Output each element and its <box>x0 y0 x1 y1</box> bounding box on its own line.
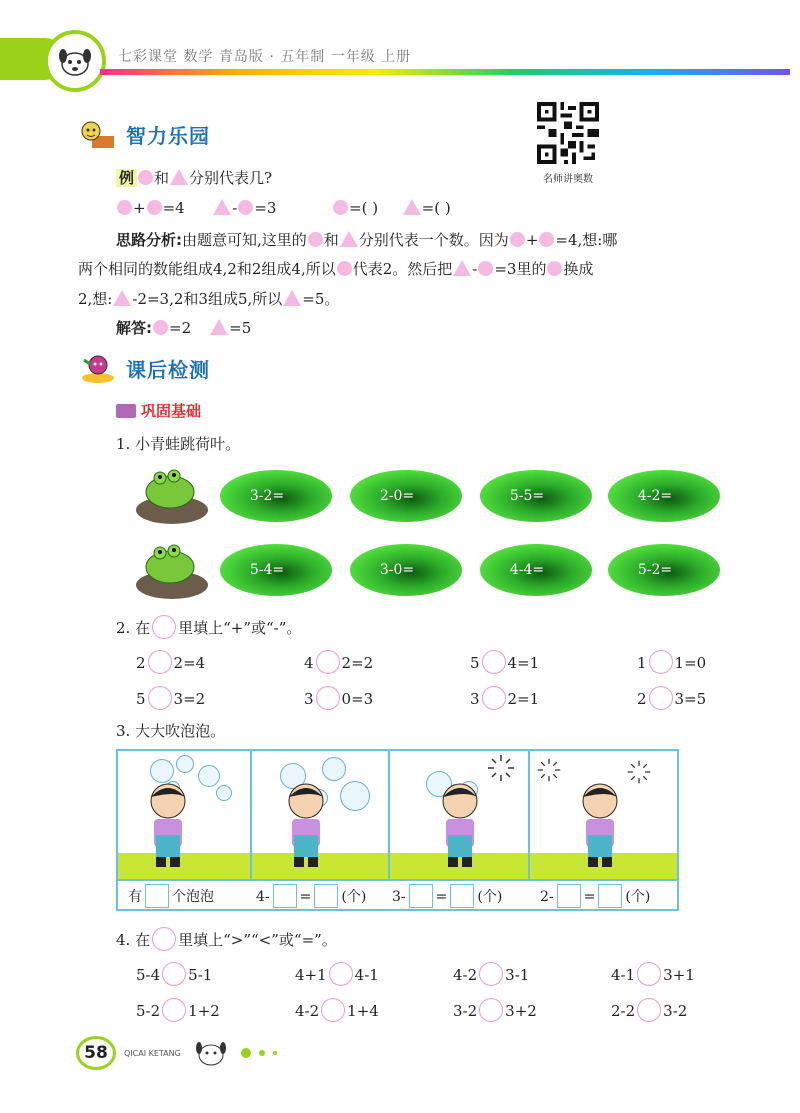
section-zhili <box>78 118 210 150</box>
operand: 4=1 <box>507 654 540 672</box>
text: = <box>435 889 448 905</box>
pad-equation: 5-5= <box>509 488 545 504</box>
operand: 5-1 <box>188 966 213 984</box>
operand: 3-2 <box>453 1002 478 1020</box>
text: = <box>583 889 596 905</box>
answer-circle[interactable] <box>649 650 673 674</box>
operand: 1+4 <box>347 1002 379 1020</box>
operand: 3=2 <box>173 690 206 708</box>
q3-title: 3. 大大吹泡泡。 <box>116 722 226 740</box>
answer-circle[interactable] <box>316 686 340 710</box>
section-kehou <box>78 352 210 384</box>
frog-icon <box>134 462 210 526</box>
answer-circle[interactable] <box>162 998 186 1022</box>
footer-brand: QICAI KETANG <box>124 1048 181 1058</box>
cell-3 <box>390 884 530 908</box>
q4-title <box>116 927 337 951</box>
pad-equation: 3-0= <box>379 562 415 578</box>
q2-item <box>470 650 539 674</box>
operand: 3+2 <box>505 1002 537 1020</box>
q2-item <box>136 650 205 674</box>
op: - <box>232 199 238 217</box>
analysis-line-1 <box>116 230 617 250</box>
page-header <box>0 38 800 82</box>
bubble-panel-3 <box>390 751 530 879</box>
triangle-shape <box>210 319 228 335</box>
answer-blank: =( ) <box>349 199 379 217</box>
text: (个) <box>625 889 651 905</box>
lily-pad[interactable] <box>480 544 592 596</box>
operand: 2 <box>637 690 647 708</box>
operand: 4-1 <box>611 966 636 984</box>
circle-shape <box>333 200 348 215</box>
section-title: 智力乐园 <box>126 123 210 148</box>
circle-shape <box>308 232 323 247</box>
dot-icon <box>241 1048 251 1058</box>
q4-item <box>453 998 537 1022</box>
operand: 1 <box>637 654 647 672</box>
triangle-shape <box>170 169 188 185</box>
section-title: 课后检测 <box>126 357 210 382</box>
answer-blank: =( ) <box>421 199 451 217</box>
answer-box[interactable] <box>557 884 581 908</box>
cell-4 <box>530 884 677 908</box>
text: 换成 <box>563 260 594 278</box>
text: =5 <box>229 319 252 337</box>
text: =2 <box>169 319 192 337</box>
text: 和 <box>323 231 339 249</box>
triangle-shape <box>113 290 131 306</box>
text: = <box>299 889 312 905</box>
boy-icon <box>276 779 336 871</box>
bubble-panel-1 <box>118 751 252 879</box>
text: =4,想:哪 <box>555 231 618 249</box>
answer-circle[interactable] <box>637 998 661 1022</box>
circle-shape <box>478 261 493 276</box>
operand: 4-2 <box>453 966 478 984</box>
text: (个) <box>477 889 503 905</box>
q4-item <box>611 998 687 1022</box>
operand: 3=5 <box>674 690 707 708</box>
answer-box[interactable] <box>314 884 338 908</box>
mascot-icon <box>44 30 106 92</box>
circle-shape <box>238 200 253 215</box>
answer-circle[interactable] <box>649 686 673 710</box>
example-question <box>116 168 272 188</box>
q4-item <box>136 962 212 986</box>
answer-box[interactable] <box>598 884 622 908</box>
operand: 2=1 <box>507 690 540 708</box>
book-icon <box>116 404 136 418</box>
cell-2 <box>252 884 390 908</box>
bubble-icon <box>322 757 346 781</box>
pad-equation: 5-4= <box>249 562 285 578</box>
text: 有 <box>128 889 142 905</box>
burst-icon <box>536 757 562 783</box>
answer-circle[interactable] <box>316 650 340 674</box>
page-number: 58 <box>76 1036 116 1070</box>
q4-item <box>295 962 379 986</box>
text: 2- <box>540 889 554 905</box>
text: =5。 <box>302 290 340 308</box>
text: 2,想: <box>78 290 113 308</box>
text: 分别代表一个数。因为 <box>358 231 509 249</box>
circle-shape <box>153 320 168 335</box>
qr-code <box>536 102 600 164</box>
boy-icon <box>570 779 630 871</box>
bubble-icon <box>340 781 370 811</box>
text: 3- <box>392 889 406 905</box>
q1-title: 1. 小青蛙跳荷叶。 <box>116 435 241 453</box>
text: 分别代表几? <box>189 169 273 187</box>
operand: 1+2 <box>188 1002 220 1020</box>
operand: 1=0 <box>674 654 707 672</box>
lily-pad[interactable] <box>220 544 332 596</box>
q2-item <box>304 650 373 674</box>
pad-equation: 3-2= <box>249 488 285 504</box>
q4-item <box>295 998 379 1022</box>
burst-icon <box>486 753 516 783</box>
header-title: 七彩课堂 数学 青岛版 · 五年制 一年级 上册 <box>118 49 412 65</box>
analysis-line-3 <box>78 289 339 309</box>
text: 里填上“>”“<”或“=”。 <box>178 931 337 949</box>
operand: 5-2 <box>136 1002 161 1020</box>
rainbow-bar <box>100 69 790 75</box>
bubble-icon <box>198 765 220 787</box>
circle-shape <box>117 200 132 215</box>
frog-icon <box>134 537 210 601</box>
dot-icon <box>273 1051 277 1055</box>
bubble-panel-4 <box>530 751 677 879</box>
text: -2=3,2和3组成5,所以 <box>132 290 283 308</box>
mascot-icon <box>189 1039 233 1067</box>
text: 代表2。然后把 <box>352 260 453 278</box>
circle-shape <box>539 232 554 247</box>
circle-shape <box>547 261 562 276</box>
operand: 3 <box>304 690 314 708</box>
dot-icon <box>259 1050 265 1056</box>
q2-item <box>637 686 706 710</box>
triangle-shape <box>340 231 358 247</box>
bubble-panel-2 <box>252 751 390 879</box>
qr-caption: 名师讲奥数 <box>543 174 593 185</box>
circle-shape <box>147 200 162 215</box>
text: 2. 在 <box>116 619 151 637</box>
q2-item <box>304 686 373 710</box>
triangle-shape <box>213 199 231 215</box>
operand: 3+1 <box>663 966 695 984</box>
operand: 0=3 <box>341 690 374 708</box>
operand: 5 <box>136 690 146 708</box>
operand: 2=4 <box>173 654 206 672</box>
operand: 3-1 <box>505 966 530 984</box>
answer-circle[interactable] <box>148 686 172 710</box>
answer-box[interactable] <box>145 884 169 908</box>
q4-item <box>611 962 695 986</box>
answer-line <box>116 318 251 338</box>
bubble-table <box>116 749 679 911</box>
lily-pad[interactable] <box>220 470 332 522</box>
q2-title <box>116 615 301 639</box>
text: 4. 在 <box>116 931 151 949</box>
answer-box[interactable] <box>409 884 433 908</box>
example-tag: 例 <box>116 169 137 187</box>
text: + <box>525 231 539 249</box>
text: 里填上“+”或“-”。 <box>178 619 302 637</box>
answer-circle[interactable] <box>162 962 186 986</box>
operand: 5 <box>470 654 480 672</box>
lily-pad[interactable] <box>608 544 720 596</box>
page-footer <box>76 1036 277 1070</box>
op: + <box>133 199 146 217</box>
answer-circle[interactable] <box>482 650 506 674</box>
result: =4 <box>162 199 185 217</box>
answer-label: 解答: <box>116 319 152 337</box>
boy-icon <box>138 779 198 871</box>
operand: 4-1 <box>354 966 379 984</box>
answer-circle[interactable] <box>479 962 503 986</box>
analysis-line-2 <box>78 259 593 279</box>
operand: 2=2 <box>341 654 374 672</box>
triangle-shape <box>453 260 471 276</box>
pad-equation: 5-2= <box>637 562 673 578</box>
result: =3 <box>254 199 277 217</box>
answer-circle[interactable] <box>321 998 345 1022</box>
operand: 3 <box>470 690 480 708</box>
blank-circle <box>152 615 176 639</box>
text: - <box>472 260 478 278</box>
circle-shape <box>138 170 153 185</box>
pad-equation: 4-2= <box>637 488 673 504</box>
answer-circle[interactable] <box>637 962 661 986</box>
operand: 4-2 <box>295 1002 320 1020</box>
operand: 2-2 <box>611 1002 636 1020</box>
subsection-header <box>116 400 201 421</box>
analysis-label: 思路分析: <box>116 231 182 249</box>
answer-circle[interactable] <box>148 650 172 674</box>
example-equations <box>116 198 556 218</box>
q2-item <box>637 650 706 674</box>
answer-box[interactable] <box>273 884 297 908</box>
text: 两个相同的数能组成4,2和2组成4,所以 <box>78 260 336 278</box>
text: (个) <box>341 889 367 905</box>
lily-pad[interactable] <box>608 470 720 522</box>
lily-pad[interactable] <box>350 544 462 596</box>
lily-pad[interactable] <box>350 470 462 522</box>
bubble-icon <box>216 785 232 801</box>
answer-box[interactable] <box>450 884 474 908</box>
circle-shape <box>510 232 525 247</box>
q4-item <box>453 962 529 986</box>
triangle-shape <box>403 199 421 215</box>
text: =3里的 <box>494 260 547 278</box>
bubble-icon <box>176 755 194 773</box>
operand: 3-2 <box>663 1002 688 1020</box>
operand: 5-4 <box>136 966 161 984</box>
q2-item <box>470 686 539 710</box>
subsection-title: 巩固基础 <box>141 402 202 420</box>
lily-pad[interactable] <box>480 470 592 522</box>
boy-icon <box>430 779 490 871</box>
operand: 2 <box>136 654 146 672</box>
text: 个泡泡 <box>172 889 214 905</box>
answer-circle[interactable] <box>329 962 353 986</box>
operand: 4+1 <box>295 966 327 984</box>
bubble-answer-row <box>118 879 677 911</box>
pad-equation: 4-4= <box>509 562 545 578</box>
text: 和 <box>154 169 170 187</box>
operand: 4 <box>304 654 314 672</box>
text: 由题意可知,这里的 <box>182 231 307 249</box>
puzzle-character-icon <box>78 118 118 150</box>
cell-1 <box>118 884 252 908</box>
text: 4- <box>256 889 270 905</box>
answer-circle[interactable] <box>482 686 506 710</box>
q2-item <box>136 686 205 710</box>
triangle-shape <box>283 290 301 306</box>
circle-shape <box>337 261 352 276</box>
blank-circle <box>152 927 176 951</box>
pad-equation: 2-0= <box>379 488 415 504</box>
answer-circle[interactable] <box>479 998 503 1022</box>
study-character-icon <box>78 352 118 384</box>
q4-item <box>136 998 220 1022</box>
